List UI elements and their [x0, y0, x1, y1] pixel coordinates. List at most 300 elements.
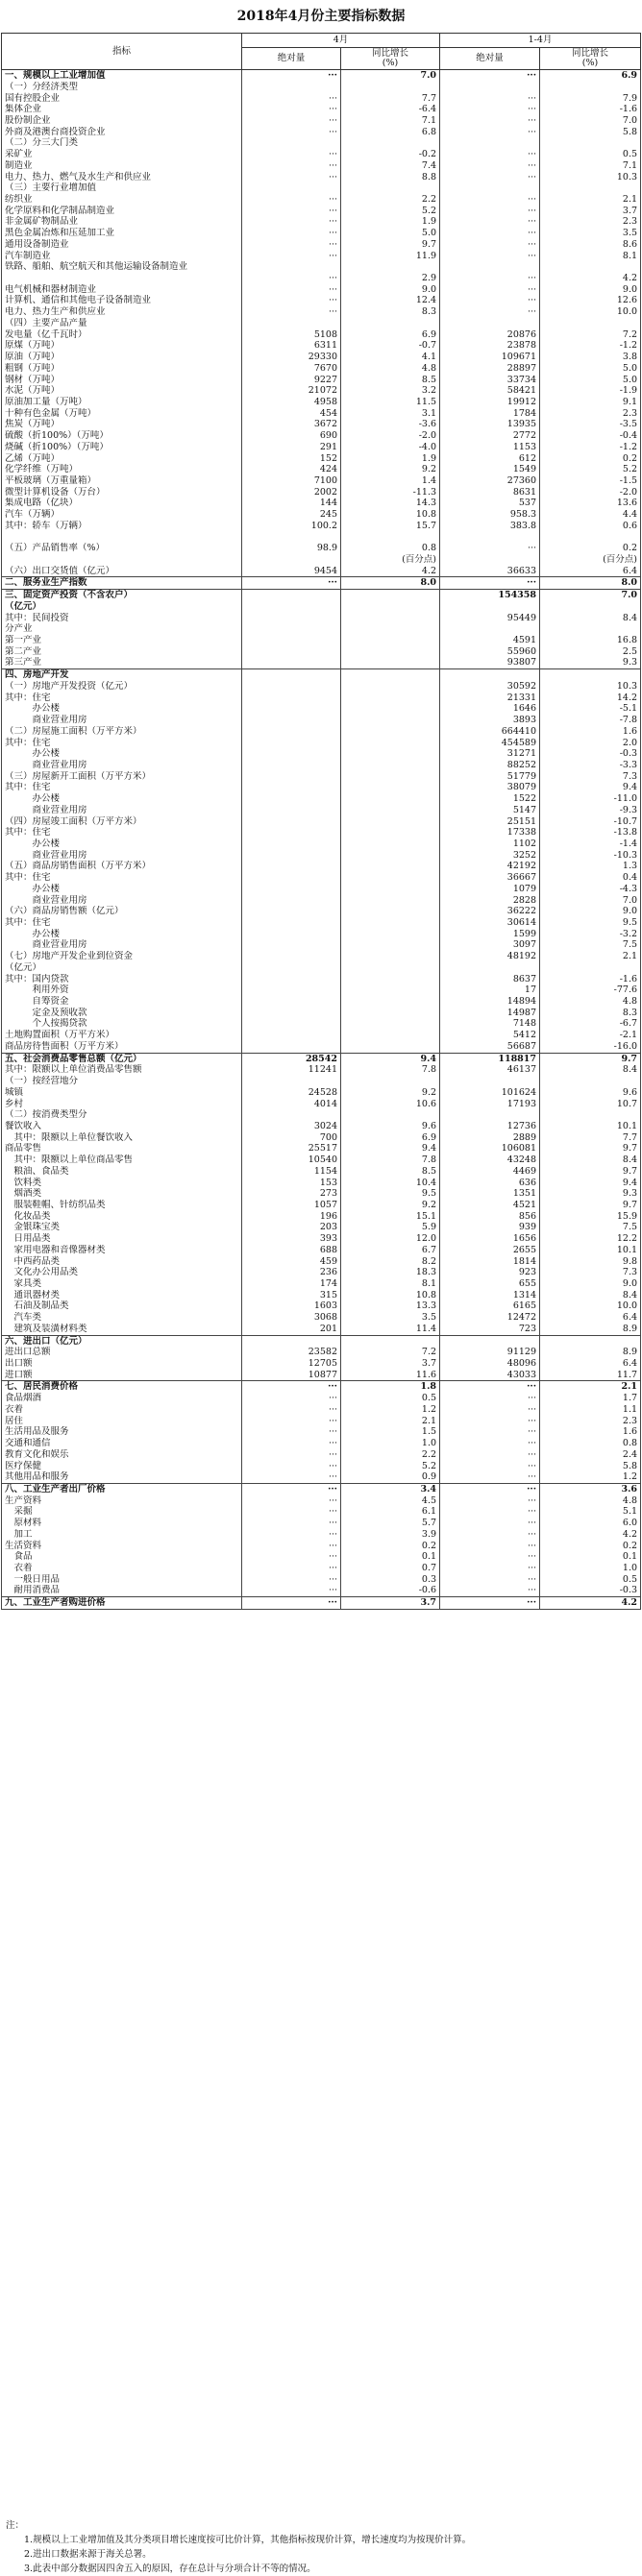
ytd-growth-cell: -0.4 — [540, 430, 641, 442]
table-row — [2, 1506, 641, 1518]
table-row — [2, 715, 641, 726]
month-growth-cell: 10.8 — [341, 1290, 440, 1301]
ytd-value-cell: 20876 — [440, 329, 540, 341]
month-growth-cell — [341, 669, 440, 681]
indicator-cell: 生活用品及服务 — [2, 1426, 242, 1438]
month-value-cell: 21072 — [242, 385, 341, 397]
ytd-growth-cell: 2.1 — [540, 1381, 641, 1393]
month-growth-cell — [341, 861, 440, 872]
month-growth-cell: -0.6 — [341, 1585, 440, 1596]
ytd-value-cell: 106081 — [440, 1143, 540, 1154]
ytd-value-cell: 1522 — [440, 793, 540, 805]
month-value-cell — [242, 646, 341, 658]
ytd-value-cell: 2772 — [440, 430, 540, 442]
table-row — [2, 1449, 641, 1461]
table-row — [2, 115, 641, 127]
indicator-cell: 集体企业 — [2, 104, 242, 115]
ytd-growth-cell: 10.1 — [540, 1245, 641, 1256]
month-value-cell: 3672 — [242, 419, 341, 430]
ytd-growth-cell: 8.4 — [540, 613, 641, 624]
table-row — [2, 1098, 641, 1109]
table-row — [2, 1404, 641, 1416]
ytd-growth-cell: 12.2 — [540, 1233, 641, 1245]
month-growth-cell: -11.3 — [341, 487, 440, 498]
ytd-value-cell: 46137 — [440, 1064, 540, 1076]
month-growth-cell: 1.0 — [341, 1438, 440, 1449]
ytd-value-cell: 1784 — [440, 408, 540, 420]
ytd-growth-cell: -2.0 — [540, 487, 641, 498]
indicator-cell: 原煤（万吨） — [2, 340, 242, 352]
table-row — [2, 228, 641, 239]
table-row — [2, 531, 641, 543]
indicator-cell: 三、固定资产投资（不含农户） — [2, 590, 242, 601]
month-value-cell: ··· — [242, 206, 341, 217]
month-value-cell: 196 — [242, 1211, 341, 1223]
table-row — [2, 1563, 641, 1574]
ytd-value-cell: 56687 — [440, 1041, 540, 1053]
table-row — [2, 554, 641, 566]
ytd-value-cell: ··· — [440, 171, 540, 182]
indicator-cell: （一）房地产开发投资（亿元） — [2, 681, 242, 693]
month-growth-cell: 3.5 — [341, 1312, 440, 1324]
indicator-cell: 耐用消费品 — [2, 1585, 242, 1596]
table-row — [2, 295, 641, 306]
indicator-cell: 四、房地产开发 — [2, 669, 242, 681]
ytd-value-cell: ··· — [440, 1416, 540, 1427]
month-growth-cell: -0.7 — [341, 340, 440, 352]
table-row — [2, 1597, 641, 1610]
footnotes — [6, 2518, 636, 2576]
indicator-cell: （一）分经济类型 — [2, 82, 242, 93]
ytd-growth-cell: 8.9 — [540, 1347, 641, 1358]
ytd-value-cell: ··· — [440, 92, 540, 104]
ytd-growth-cell: 7.0 — [540, 590, 641, 601]
indicator-cell: 办公楼 — [2, 748, 242, 760]
ytd-growth-cell: 15.9 — [540, 1211, 641, 1223]
table-row — [2, 1471, 641, 1483]
month-growth-cell: 9.5 — [341, 1188, 440, 1200]
month-value-cell: 315 — [242, 1290, 341, 1301]
ytd-growth-cell: 8.1 — [540, 251, 641, 262]
indicator-cell: 电力、热力生产和供应业 — [2, 306, 242, 318]
indicator-cell: （二）房屋施工面积（万平方米） — [2, 726, 242, 738]
month-growth-cell: 0.9 — [341, 1471, 440, 1483]
month-value-cell: 454 — [242, 408, 341, 420]
ytd-growth-cell: 1.1 — [540, 1404, 641, 1416]
indicator-cell: 办公楼 — [2, 793, 242, 805]
month-value-cell — [242, 318, 341, 329]
table-row — [2, 1347, 641, 1358]
table-row — [2, 669, 641, 681]
ytd-value-cell: 1351 — [440, 1188, 540, 1200]
month-growth-cell: 12.0 — [341, 1233, 440, 1245]
indicator-cell: 原材料 — [2, 1518, 242, 1529]
month-growth-cell: 9.2 — [341, 1087, 440, 1099]
month-growth-cell — [341, 1030, 440, 1041]
ytd-growth-cell: -1.6 — [540, 974, 641, 985]
table-row — [2, 408, 641, 420]
month-growth-cell: 10.8 — [341, 509, 440, 521]
table-row — [2, 1177, 641, 1188]
month-growth-cell: (百分点) — [341, 554, 440, 566]
table-row — [2, 1358, 641, 1370]
month-growth-cell — [341, 82, 440, 93]
ytd-growth-cell — [540, 601, 641, 613]
month-value-cell — [242, 771, 341, 783]
ytd-value-cell — [440, 1335, 540, 1347]
month-value-cell — [242, 669, 341, 681]
ytd-growth-cell: 5.0 — [540, 374, 641, 385]
indicator-cell: 十种有色金属（万吨） — [2, 408, 242, 420]
month-value-cell — [242, 850, 341, 862]
indicator-cell: 其中：限额以上单位消费品零售额 — [2, 1064, 242, 1076]
table-row — [2, 1109, 641, 1121]
month-growth-cell — [341, 182, 440, 194]
table-row — [2, 284, 641, 296]
ytd-value-cell: 109671 — [440, 352, 540, 363]
table-row — [2, 1041, 641, 1053]
month-growth-cell: 12.4 — [341, 295, 440, 306]
ytd-value-cell: 1153 — [440, 442, 540, 453]
ytd-growth-cell: 3.6 — [540, 1483, 641, 1495]
ytd-growth-cell: 9.7 — [540, 1143, 641, 1154]
table-row — [2, 974, 641, 985]
table-body — [2, 70, 641, 1610]
ytd-value-cell: 636 — [440, 1177, 540, 1188]
ytd-growth-cell: 2.1 — [540, 951, 641, 962]
month-growth-cell — [341, 726, 440, 738]
indicator-cell: 八、工业生产者出厂价格 — [2, 1483, 242, 1495]
table-row — [2, 1381, 641, 1393]
ytd-value-cell: 1314 — [440, 1290, 540, 1301]
indicator-cell: 办公楼 — [2, 838, 242, 850]
ytd-value-cell: 1599 — [440, 929, 540, 940]
month-value-cell: 100.2 — [242, 521, 341, 532]
ytd-growth-cell: 9.0 — [540, 906, 641, 917]
month-value-cell — [242, 951, 341, 962]
month-value-cell: ··· — [242, 251, 341, 262]
table-row — [2, 613, 641, 624]
table-row — [2, 693, 641, 704]
ytd-growth-cell: -16.0 — [540, 1041, 641, 1053]
ytd-value-cell: 48192 — [440, 951, 540, 962]
indicator-table — [1, 33, 641, 1610]
ytd-value-cell: 1102 — [440, 838, 540, 850]
month-value-cell: ··· — [242, 228, 341, 239]
month-value-cell: ··· — [242, 1438, 341, 1449]
month-value-cell: ··· — [242, 194, 341, 206]
ytd-value-cell: 17338 — [440, 827, 540, 838]
ytd-value-cell: ··· — [440, 104, 540, 115]
indicator-cell — [2, 531, 242, 543]
ytd-value-cell — [440, 1109, 540, 1121]
ytd-value-cell: 1814 — [440, 1255, 540, 1267]
ytd-value-cell — [440, 962, 540, 974]
ytd-value-cell: ··· — [440, 70, 540, 82]
ytd-value-cell: 93807 — [440, 657, 540, 668]
month-value-cell: 11241 — [242, 1064, 341, 1076]
indicator-cell: 一、规模以上工业增加值 — [2, 70, 242, 82]
month-value-cell — [242, 906, 341, 917]
ytd-growth-cell: 2.0 — [540, 737, 641, 748]
month-value-cell: 236 — [242, 1267, 341, 1278]
month-growth-cell: 11.5 — [341, 397, 440, 408]
indicator-cell: 其中：国内贷款 — [2, 974, 242, 985]
ytd-value-cell — [440, 531, 540, 543]
table-row — [2, 782, 641, 793]
ytd-value-cell: 923 — [440, 1267, 540, 1278]
ytd-growth-cell: -11.0 — [540, 793, 641, 805]
ytd-value-cell: 723 — [440, 1324, 540, 1335]
ytd-value-cell: 154358 — [440, 590, 540, 601]
ytd-value-cell: ··· — [440, 306, 540, 318]
ytd-value-cell: ··· — [440, 1506, 540, 1518]
ytd-growth-cell: 4.2 — [540, 1597, 641, 1610]
month-growth-cell — [341, 261, 440, 273]
month-growth-cell: 8.0 — [341, 577, 440, 590]
table-row — [2, 1335, 641, 1347]
indicator-cell: 非金属矿物制品业 — [2, 216, 242, 228]
ytd-value-cell: 14987 — [440, 1008, 540, 1019]
ytd-growth-cell: 1.3 — [540, 861, 641, 872]
month-growth-cell — [341, 906, 440, 917]
month-value-cell — [242, 726, 341, 738]
table-row — [2, 352, 641, 363]
ytd-value-cell: 4591 — [440, 635, 540, 646]
table-row — [2, 1438, 641, 1449]
month-growth-cell: 7.8 — [341, 1154, 440, 1166]
indicator-cell: 办公楼 — [2, 929, 242, 940]
indicator-cell: 通讯器材类 — [2, 1290, 242, 1301]
ytd-value-cell: 14894 — [440, 996, 540, 1008]
month-growth-cell: 0.3 — [341, 1574, 440, 1586]
table-row — [2, 340, 641, 352]
table-row — [2, 748, 641, 760]
month-value-cell — [242, 974, 341, 985]
ytd-growth-cell: 10.3 — [540, 171, 641, 182]
month-value-cell: ··· — [242, 171, 341, 182]
table-row — [2, 329, 641, 341]
indicator-cell: 衣着 — [2, 1404, 242, 1416]
ytd-growth-cell: 9.4 — [540, 1177, 641, 1188]
month-growth-cell — [341, 760, 440, 771]
month-value-cell — [242, 1030, 341, 1041]
month-value-cell: ··· — [242, 1416, 341, 1427]
indicator-cell: 日用品类 — [2, 1233, 242, 1245]
header-indicator: 指标 — [2, 34, 242, 70]
month-value-cell: 24528 — [242, 1087, 341, 1099]
month-value-cell: 203 — [242, 1222, 341, 1233]
indicator-cell: 进出口总额 — [2, 1347, 242, 1358]
indicator-cell: （六）出口交货值（亿元） — [2, 566, 242, 577]
table-row — [2, 1370, 641, 1381]
month-value-cell — [242, 623, 341, 635]
ytd-growth-cell: 7.0 — [540, 115, 641, 127]
month-growth-cell — [341, 872, 440, 884]
ytd-value-cell — [440, 182, 540, 194]
month-value-cell: ··· — [242, 1471, 341, 1483]
month-value-cell: 29330 — [242, 352, 341, 363]
indicator-cell: 一般日用品 — [2, 1574, 242, 1586]
ytd-growth-cell: 2.1 — [540, 194, 641, 206]
month-value-cell: 6311 — [242, 340, 341, 352]
indicator-cell: 家具类 — [2, 1278, 242, 1290]
ytd-growth-cell: -1.9 — [540, 385, 641, 397]
ytd-value-cell: ··· — [440, 239, 540, 251]
table-row — [2, 1540, 641, 1551]
table-row — [2, 160, 641, 172]
month-value-cell: 10877 — [242, 1370, 341, 1381]
month-value-cell: 153 — [242, 1177, 341, 1188]
indicator-cell: 商业营业用房 — [2, 715, 242, 726]
month-value-cell: ··· — [242, 295, 341, 306]
table-row — [2, 82, 641, 93]
indicator-cell: 股份制企业 — [2, 115, 242, 127]
month-value-cell: 25517 — [242, 1143, 341, 1154]
month-growth-cell: 15.1 — [341, 1211, 440, 1223]
ytd-growth-cell: 11.7 — [540, 1370, 641, 1381]
table-row — [2, 1154, 641, 1166]
table-row — [2, 962, 641, 974]
ytd-value-cell: ··· — [440, 295, 540, 306]
ytd-value-cell — [440, 1076, 540, 1087]
header-month: 4月 — [242, 34, 440, 48]
table-row — [2, 1064, 641, 1076]
table-row — [2, 1483, 641, 1495]
month-value-cell: 28542 — [242, 1053, 341, 1064]
month-value-cell — [242, 884, 341, 895]
month-value-cell — [242, 929, 341, 940]
ytd-growth-cell: 16.8 — [540, 635, 641, 646]
note-line: 注： — [6, 2520, 25, 2531]
indicator-cell: 微型计算机设备（万台） — [2, 487, 242, 498]
table-row — [2, 1324, 641, 1335]
month-value-cell: 9454 — [242, 566, 341, 577]
ytd-growth-cell — [540, 261, 641, 273]
month-value-cell: 23582 — [242, 1347, 341, 1358]
indicator-cell: 其中：限额以上单位商品零售 — [2, 1154, 242, 1166]
ytd-growth-cell: 4.2 — [540, 1529, 641, 1541]
ytd-value-cell — [440, 554, 540, 566]
month-growth-cell — [341, 681, 440, 693]
indicator-cell: （七）房地产开发企业到位资金 — [2, 951, 242, 962]
month-growth-cell — [341, 782, 440, 793]
month-growth-cell: 0.8 — [341, 543, 440, 554]
month-growth-cell — [341, 1041, 440, 1053]
indicator-cell: 黑色金属冶炼和压延加工业 — [2, 228, 242, 239]
ytd-value-cell: ··· — [440, 1471, 540, 1483]
month-value-cell: ··· — [242, 1449, 341, 1461]
month-growth-cell: 14.3 — [341, 498, 440, 509]
indicator-cell: 其中：住宅 — [2, 917, 242, 929]
month-value-cell: ··· — [242, 306, 341, 318]
month-value-cell: 144 — [242, 498, 341, 509]
month-growth-cell: 7.2 — [341, 1347, 440, 1358]
ytd-value-cell: 6165 — [440, 1300, 540, 1312]
table-row — [2, 1255, 641, 1267]
ytd-value-cell: ··· — [440, 206, 540, 217]
pct-label: (%) — [581, 58, 599, 68]
ytd-value-cell — [440, 601, 540, 613]
month-growth-cell: 3.2 — [341, 385, 440, 397]
indicator-cell: 家用电器和音像器材类 — [2, 1245, 242, 1256]
month-value-cell — [242, 861, 341, 872]
month-value-cell — [242, 1109, 341, 1121]
table-row — [2, 894, 641, 906]
table-row — [2, 509, 641, 521]
indicator-cell: 发电量（亿千瓦时） — [2, 329, 242, 341]
ytd-value-cell: 4521 — [440, 1200, 540, 1211]
month-value-cell — [242, 1008, 341, 1019]
ytd-growth-cell: -1.5 — [540, 475, 641, 487]
month-growth-cell: 5.0 — [341, 228, 440, 239]
indicator-cell: 二、服务业生产指数 — [2, 577, 242, 590]
table-row — [2, 805, 641, 816]
month-growth-cell — [341, 715, 440, 726]
table-row — [2, 1278, 641, 1290]
ytd-growth-cell: 6.0 — [540, 1518, 641, 1529]
table-row — [2, 385, 641, 397]
month-growth-cell — [341, 805, 440, 816]
header-month-abs: 绝对量 — [242, 48, 341, 70]
ytd-value-cell: ··· — [440, 1404, 540, 1416]
month-growth-cell: 4.2 — [341, 566, 440, 577]
month-value-cell — [242, 939, 341, 951]
table-row — [2, 815, 641, 827]
month-growth-cell: 10.6 — [341, 1098, 440, 1109]
ytd-growth-cell: 7.5 — [540, 1222, 641, 1233]
ytd-value-cell: ··· — [440, 1381, 540, 1393]
indicator-cell: 办公楼 — [2, 703, 242, 715]
indicator-cell: 交通和通信 — [2, 1438, 242, 1449]
month-growth-cell — [341, 693, 440, 704]
month-growth-cell: 3.4 — [341, 1483, 440, 1495]
month-growth-cell — [341, 838, 440, 850]
ytd-value-cell: 939 — [440, 1222, 540, 1233]
table-row — [2, 374, 641, 385]
ytd-value-cell: 101624 — [440, 1087, 540, 1099]
table-row — [2, 1018, 641, 1030]
note-line: 2.进出口数据来源于海关总署。 — [6, 2549, 152, 2560]
ytd-value-cell: ··· — [440, 1426, 540, 1438]
month-growth-cell: 3.1 — [341, 408, 440, 420]
month-growth-cell — [341, 601, 440, 613]
ytd-growth-cell: 5.0 — [540, 363, 641, 375]
indicator-cell: 原油加工量（万吨） — [2, 397, 242, 408]
month-value-cell — [242, 1041, 341, 1053]
month-growth-cell: 9.7 — [341, 239, 440, 251]
indicator-cell: 粮油、食品类 — [2, 1166, 242, 1178]
month-value-cell: ··· — [242, 239, 341, 251]
ytd-value-cell: 5147 — [440, 805, 540, 816]
ytd-value-cell — [440, 137, 540, 149]
month-growth-cell: 9.2 — [341, 464, 440, 475]
month-growth-cell — [341, 951, 440, 962]
ytd-growth-cell: 0.6 — [540, 521, 641, 532]
ytd-growth-cell: 0.4 — [540, 872, 641, 884]
indicator-cell: 汽车（万辆） — [2, 509, 242, 521]
ytd-growth-cell: -7.8 — [540, 715, 641, 726]
table-row — [2, 984, 641, 996]
ytd-growth-cell: 9.1 — [540, 397, 641, 408]
ytd-value-cell: 12736 — [440, 1121, 540, 1132]
ytd-growth-cell: 1.2 — [540, 1471, 641, 1483]
month-value-cell: 9227 — [242, 374, 341, 385]
ytd-growth-cell — [540, 182, 641, 194]
month-growth-cell: -0.2 — [341, 149, 440, 160]
table-row — [2, 194, 641, 206]
ytd-growth-cell: -10.3 — [540, 850, 641, 862]
